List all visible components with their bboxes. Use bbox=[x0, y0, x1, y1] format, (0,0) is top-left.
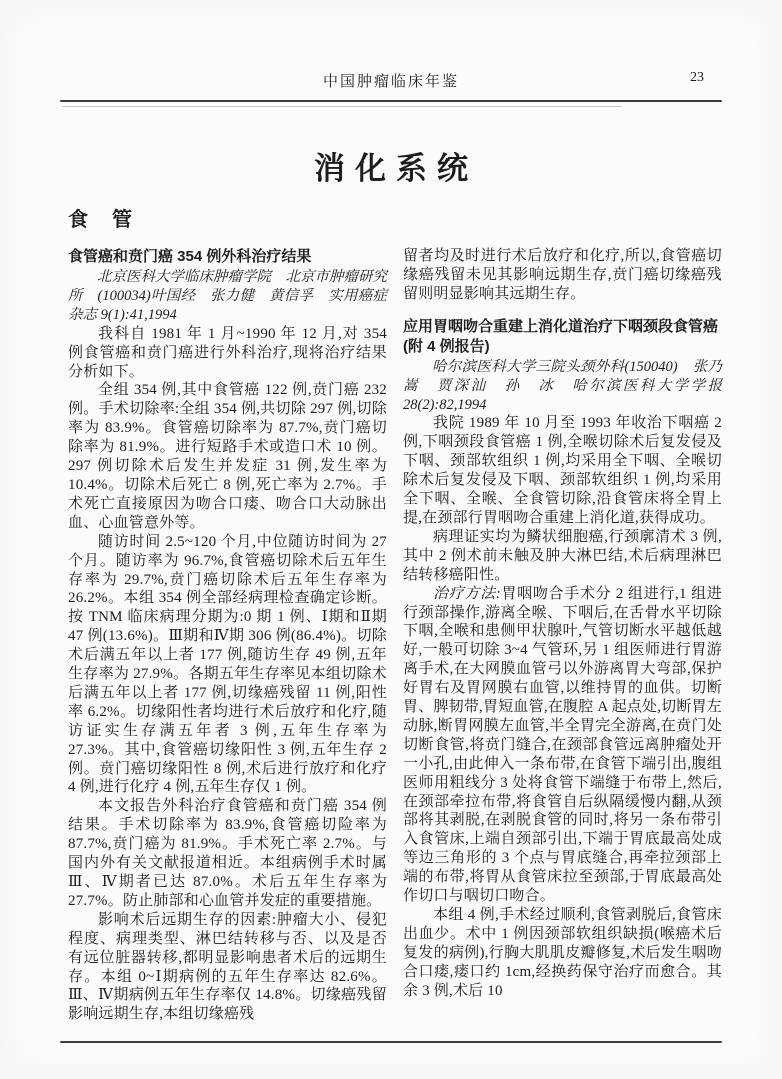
section-title-esophagus: 食 管 bbox=[68, 209, 134, 231]
footer-rule bbox=[60, 1041, 722, 1043]
article1-continuation-paragraph: 留者均及时进行术后放疗和化疗,所以,食管癌切缘癌残留未见其影响远期生存,贲门癌切缘癌残留则明显影响其远期生存。 bbox=[403, 248, 722, 302]
article2-paragraph-1: 我院 1989 年 10 月至 1993 年收治下咽癌 2 例,下咽颈段食管癌 1 例,全喉切除术后复发侵及下咽、颈部软组织 1 例,均采用全下咽、全喉切除术后复发侵及下咽、颈部软组织 1 例,均采用全下咽、全喉、全食管切除,沿食管床将全胃上提,在颈部行胃咽吻合重建上消化道,获得成功。 bbox=[403, 415, 722, 526]
page-number: 23 bbox=[690, 70, 704, 85]
article1-paragraph-3: 随访时间 2.5~120 个月,中位随访时间为 27 个月。随访率为 96.7%,食管癌切除术后五年生存率为 29.7%,贲门癌切除术后五年生存率为 26.2%。本组 354 例全部经病理检查确定诊断。按 TNM 临床病理分期为:0 期 1 例、Ⅰ期和Ⅱ期 47 例(13.6%)。Ⅲ期和Ⅳ期 306 例(86.4%)。切除术后满五年以上者 177 例,随访生存 49 例,五年生存率为 27.9%。各期五年生存率见本组切除术后满五年以上者 177 例,切缘癌残留 11 例,阳性率 6.2%。切缘阳性者均进行术后放疗和化疗,随访证实生存满五年者 3 例,五年生存率为 27.3%。其中,食管癌切缘阳性 3 例,五年生存 2 例。贲门癌切缘阳性 8 例,术后进行放疗和化疗 4 例,进行化疗 4 例,五年生存仅 1 例。 bbox=[68, 533, 387, 796]
article1-paragraph-1: 我科自 1981 年 1 月~1990 年 12 月,对 354 例食管癌和贲门癌进行外科治疗,现将治疗结果分析如下。 bbox=[68, 325, 387, 380]
header-rule bbox=[60, 100, 722, 102]
header-rule-echo bbox=[62, 106, 622, 107]
article2-title: 应用胃咽吻合重建上消化道治疗下咽颈段食管癌(附 4 例报告) bbox=[403, 317, 719, 355]
left-column bbox=[68, 247, 387, 1024]
right-column bbox=[403, 247, 722, 1024]
article1-citation: 北京医科大学临床肿瘤学院 北京市肿瘤研究所 (100034)叶国经 张力健 黄信孚 实用癌症杂志 9(1):41,1994 bbox=[68, 269, 387, 323]
treatment-method-lead: 治疗方法: bbox=[433, 585, 501, 602]
two-column-body bbox=[68, 247, 722, 1024]
article2-paragraph-2: 病理证实均为鳞状细胞癌,行颈廓清术 3 例,其中 2 例术前未触及肿大淋巴结,术后病理淋巴结转移癌阳性。 bbox=[403, 528, 722, 583]
article1-paragraph-5: 影响术后远期生存的因素:肿瘤大小、侵犯程度、病理类型、淋巴结转移与否、以及是否有远位脏器转移,都明显影响患者术后的远期生存。本组 0~Ⅰ期病例的五年生存率达 82.6%。Ⅲ、Ⅳ期病例五年生存率仅 14.8%。切缘癌残留影响远期生存,本组切缘癌残 bbox=[68, 911, 387, 1023]
journal-title: 中国肿瘤临床年鉴 bbox=[322, 74, 459, 90]
page-header bbox=[60, 70, 722, 92]
article2-treatment-paragraph bbox=[403, 585, 722, 906]
article2-final-paragraph: 本组 4 例,手术经过顺利,食管剥脱后,食管床出血少。术中 1 例因颈部软组织缺损(喉癌术后复发的病例),行胸大肌肌皮瓣修复,术后发生咽吻合口瘘,瘘口约 1cm,经换药保守治疗而愈合。其余 3 例,术后 10 bbox=[403, 907, 722, 999]
chapter-title: 消化系统 bbox=[314, 151, 478, 186]
article1-paragraph-4: 本文报告外科治疗食管癌和贲门癌 354 例结果。手术切除率为 83.9%,食管癌切险率为 87.7%,贲门癌为 81.9%。手术死亡率 2.7%。与国内外有关文献报道相近。本组病例手术时属Ⅲ、Ⅳ期者已达 87.0%。术后五年生存率为 27.7%。防止肺部和心血管并发症的重要措施。 bbox=[68, 798, 387, 909]
treatment-method-text: 胃咽吻合手术分 2 组进行,1 组进行颈部操作,游离全喉、下咽后,在舌骨水平切除下咽,全喉和患侧甲状腺叶,气管切断水平越低越好,一般可切除 3~4 气管环,另 1 组医师进行胃游离手术,在大网膜血管弓以外游离胃大弯部,保护好胃右及胃网膜右血管,以维持胃的血供。切断胃、脾韧带,胃短血管,在腹腔 A 起点处,切断胃左动脉,断胃网膜左血管,半全胃完全游离,在贲门处切断食管,将贲门缝合,在颈部食管远离肿瘤处开一小孔,由此伸入一条布带,在食管下端引出,腹组医师用粗线分 3 处将食管下端缝于布带上,然后,在颈部牵拉布带,将食管自后纵隔缓慢内翻,从颈部将其剥脱,在剥脱食管的同时,将另一条布带引入食管床,上端自颈部引出,下端于胃底最高处成等边三角形的 3 个点与胃底缝合,再牵拉颈部上端的布带,将胃从食管床拉至颈部,于胃底最高处作切口与咽切口吻合。 bbox=[403, 585, 722, 905]
article1-title: 食管癌和贲门癌 354 例外科治疗结果 bbox=[68, 248, 312, 265]
article1-paragraph-2: 全组 354 例,其中食管癌 122 例,贲门癌 232 例。手术切除率:全组 354 例,共切除 297 例,切除率为 83.9%。食管癌切除率为 87.7%,贲门癌切除率为 81.9%。进行短路手术或造口术 10 例。297 例切除术后发生并发症 31 例,发生率为 10.4%。切除术后死亡 8 例,死亡率为 2.7%。手术死亡直接原因为吻合口瘘、吻合口大动脉出血、心血管意外等。 bbox=[68, 382, 387, 531]
article2-citation: 哈尔滨医科大学三院头颈外科(150040) 张乃嵩 贾深汕 孙 冰 哈尔滨医科大学学报 28(2):82,1994 bbox=[403, 358, 722, 413]
